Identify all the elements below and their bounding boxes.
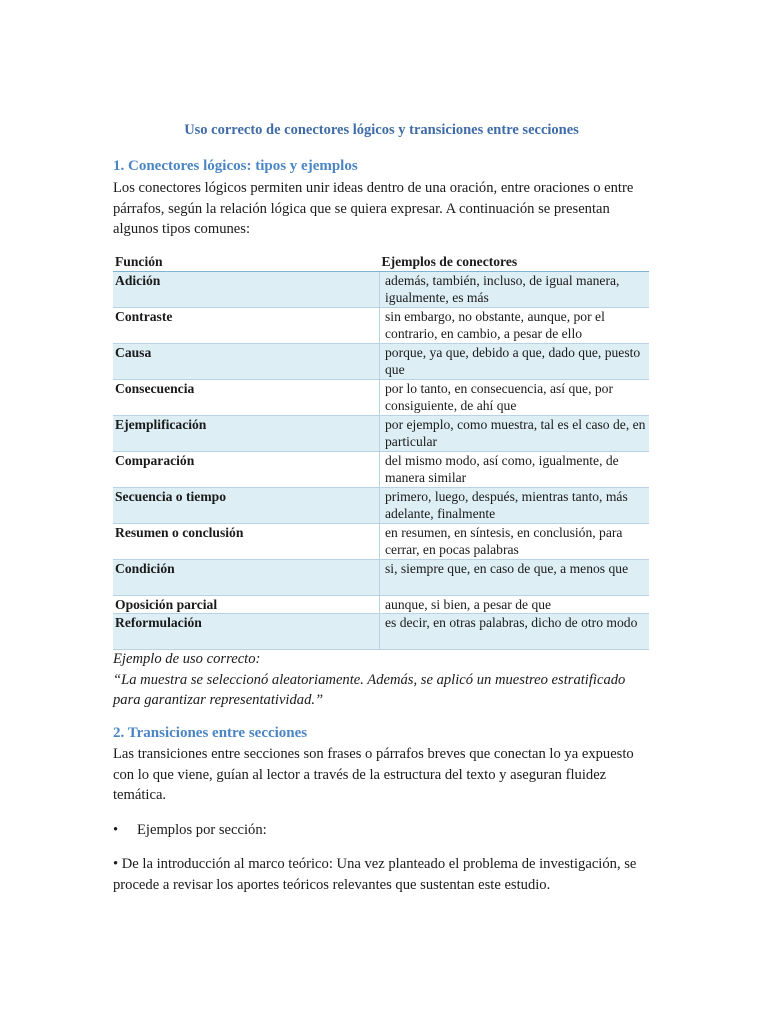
transition-example bbox=[113, 854, 650, 895]
row-funcion: Causa bbox=[113, 343, 380, 379]
example-quote-line: “La muestra se seleccionó aleatoriamente. Además, se aplicó un muestreo estratificado bbox=[113, 671, 626, 688]
section-1-intro bbox=[113, 178, 650, 240]
row-ejemplos: porque, ya que, debido a que, dado que, puesto que bbox=[380, 343, 650, 379]
intro-line: con lo que viene, guían al lector a través de la estructura del texto y aseguran fluidez bbox=[113, 766, 607, 783]
table-row bbox=[113, 614, 649, 650]
row-ejemplos: además, también, incluso, de igual manera, igualmente, es más bbox=[380, 271, 650, 307]
row-ejemplos: primero, luego, después, mientras tanto, más adelante, finalmente bbox=[380, 487, 650, 523]
intro-line: algunos tipos comunes: bbox=[113, 221, 251, 237]
row-ejemplos: en resumen, en síntesis, en conclusión, para cerrar, en pocas palabras bbox=[380, 523, 650, 559]
row-funcion: Ejemplificación bbox=[113, 415, 380, 451]
table-row bbox=[113, 451, 649, 487]
intro-line: párrafos, según la relación lógica que se quiera expresar. A continuación se presentan bbox=[113, 200, 610, 217]
section-1-heading: 1. Conectores lógicos: tipos y ejemplos bbox=[113, 158, 358, 174]
row-ejemplos: por lo tanto, en consecuencia, así que, por consiguiente, de ahí que bbox=[380, 379, 650, 415]
example-quote-line: para garantizar representatividad.” bbox=[113, 692, 324, 708]
row-ejemplos: aunque, si bien, a pesar de que bbox=[380, 595, 650, 614]
row-ejemplos: es decir, en otras palabras, dicho de otro modo bbox=[380, 614, 650, 650]
connectors-table bbox=[113, 252, 649, 650]
bullet-list-item bbox=[113, 822, 267, 839]
section-2-heading: 2. Transiciones entre secciones bbox=[113, 725, 308, 741]
table-row bbox=[113, 307, 649, 343]
row-ejemplos: si, siempre que, en caso de que, a menos que bbox=[380, 559, 650, 595]
intro-line: temática. bbox=[113, 787, 167, 803]
table-row bbox=[113, 343, 649, 379]
table-row bbox=[113, 523, 649, 559]
row-funcion: Secuencia o tiempo bbox=[113, 487, 380, 523]
bullet-label: Ejemplos por sección: bbox=[137, 822, 267, 838]
row-funcion: Consecuencia bbox=[113, 379, 380, 415]
row-ejemplos: del mismo modo, así como, igualmente, de manera similar bbox=[380, 451, 650, 487]
row-funcion: Adición bbox=[113, 271, 380, 307]
row-ejemplos: sin embargo, no obstante, aunque, por el contrario, en cambio, a pesar de ello bbox=[380, 307, 650, 343]
intro-line: Los conectores lógicos permiten unir ideas dentro de una oración, entre oraciones o entre bbox=[113, 180, 634, 196]
table-row bbox=[113, 595, 649, 614]
header-ejemplos: Ejemplos de conectores bbox=[380, 252, 650, 271]
example-label: Ejemplo de uso correcto: bbox=[113, 651, 261, 667]
bullet-icon: • bbox=[113, 822, 119, 838]
table-row bbox=[113, 271, 649, 307]
table-row bbox=[113, 559, 649, 595]
row-funcion: Oposición parcial bbox=[113, 595, 380, 614]
example-block bbox=[113, 649, 650, 711]
transition-line: • De la introducción al marco teórico: Una vez planteado el problema de investigación, se bbox=[113, 856, 637, 872]
table-row bbox=[113, 379, 649, 415]
header-funcion: Función bbox=[113, 252, 380, 271]
table-header-row bbox=[113, 252, 649, 271]
table-row bbox=[113, 415, 649, 451]
row-funcion: Contraste bbox=[113, 307, 380, 343]
row-funcion: Comparación bbox=[113, 451, 380, 487]
row-funcion: Reformulación bbox=[113, 614, 380, 650]
row-funcion: Resumen o conclusión bbox=[113, 523, 380, 559]
transition-line: procede a revisar los aportes teóricos relevantes que sustentan este estudio. bbox=[113, 876, 551, 893]
section-2-intro bbox=[113, 744, 650, 806]
row-funcion: Condición bbox=[113, 559, 380, 595]
document-title: Uso correcto de conectores lógicos y transiciones entre secciones bbox=[184, 122, 579, 138]
row-ejemplos: por ejemplo, como muestra, tal es el caso de, en particular bbox=[380, 415, 650, 451]
intro-line: Las transiciones entre secciones son frases o párrafos breves que conectan lo ya expuesto bbox=[113, 746, 634, 762]
table-row bbox=[113, 487, 649, 523]
